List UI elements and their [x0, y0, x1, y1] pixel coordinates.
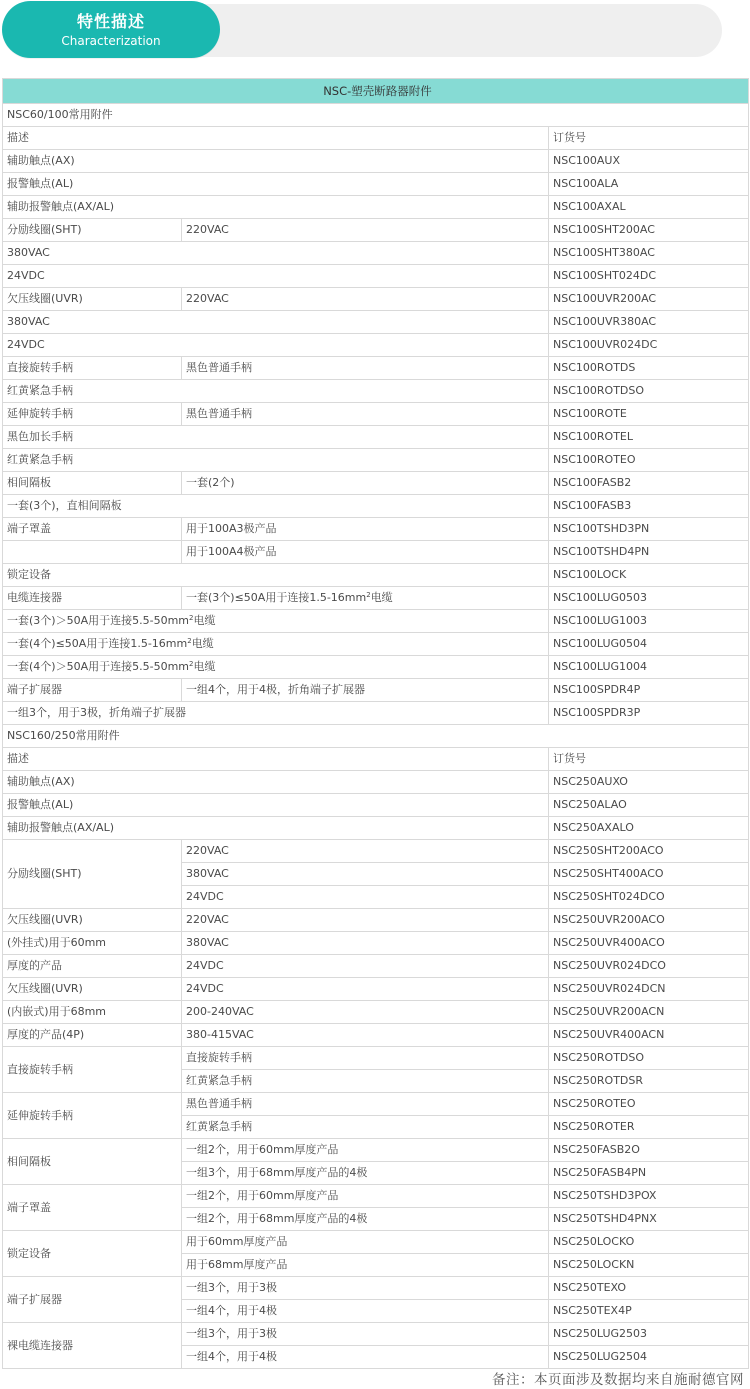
cell-spec: 一组4个，用于4极	[182, 1346, 549, 1369]
cell-order-number: NSC100FASB2	[549, 472, 749, 495]
cell-order-number: NSC250SHT200ACO	[549, 840, 749, 863]
cell-spec: 直接旋转手柄	[182, 1047, 549, 1070]
cell-description: 分励线圈(SHT)	[3, 840, 182, 909]
cell-description: 380VAC	[3, 242, 549, 265]
cell-spec: 黑色普通手柄	[182, 357, 549, 380]
table-header-row	[3, 127, 749, 150]
header-title-pill	[2, 1, 220, 58]
cell-order-number: NSC250SHT400ACO	[549, 863, 749, 886]
table-row	[3, 288, 749, 311]
cell-spec: 24VDC	[182, 978, 549, 1001]
cell-description: (外挂式)用于60mm	[3, 932, 182, 955]
cell-order-number: NSC250LUG2503	[549, 1323, 749, 1346]
cell-description: 辅助触点(AX)	[3, 150, 549, 173]
section-title: NSC60/100常用附件	[3, 104, 749, 127]
section-row	[3, 104, 749, 127]
table-row	[3, 978, 749, 1001]
cell-order-number: NSC100SHT024DC	[549, 265, 749, 288]
cell-order-number: NSC100AXAL	[549, 196, 749, 219]
cell-description: 延伸旋转手柄	[3, 1093, 182, 1139]
cell-spec: 380-415VAC	[182, 1024, 549, 1047]
cell-spec: 用于68mm厚度产品	[182, 1254, 549, 1277]
section-title: NSC160/250常用附件	[3, 725, 749, 748]
table-row	[3, 357, 749, 380]
table-row	[3, 679, 749, 702]
cell-description: 端子扩展器	[3, 1277, 182, 1323]
cell-description: 端子罩盖	[3, 518, 182, 541]
cell-order-number: NSC100TSHD4PN	[549, 541, 749, 564]
table-row	[3, 518, 749, 541]
cell-spec: 一组4个，用于4极，折角端子扩展器	[182, 679, 549, 702]
cell-order-number: NSC100ROTEO	[549, 449, 749, 472]
table-row	[3, 1024, 749, 1047]
table-row	[3, 311, 749, 334]
cell-description	[3, 656, 549, 679]
header-title-cn: 特性描述	[76, 12, 145, 31]
header-title-en: Characterization	[61, 34, 161, 48]
cell-order-number: NSC100ROTEL	[549, 426, 749, 449]
table-row	[3, 1139, 749, 1162]
cell-order-number: NSC250UVR200ACN	[549, 1001, 749, 1024]
cell-description: 端子罩盖	[3, 1185, 182, 1231]
cell-order-number: NSC250TEXO	[549, 1277, 749, 1300]
cell-spec: 220VAC	[182, 909, 549, 932]
cell-order-number: NSC100ALA	[549, 173, 749, 196]
superscript: 2	[187, 637, 192, 645]
cell-spec: 红黄紧急手柄	[182, 1116, 549, 1139]
table-title-row	[3, 79, 749, 104]
cell-order-number: NSC250UVR400ACN	[549, 1024, 749, 1047]
header-bar	[192, 4, 722, 57]
cell-description: 相间隔板	[3, 1139, 182, 1185]
cell-order-number: NSC100LUG0503	[549, 587, 749, 610]
cell-description	[3, 541, 182, 564]
cell-spec: 380VAC	[182, 932, 549, 955]
table-row	[3, 1185, 749, 1208]
cell-text: 一套(4个)＞50A用于连接5.5-50mm	[7, 660, 189, 673]
cell-description: 一套(3个)，直相间隔板	[3, 495, 549, 518]
table-row	[3, 265, 749, 288]
cell-order-number: NSC100UVR024DC	[549, 334, 749, 357]
cell-spec: 黑色普通手柄	[182, 1093, 549, 1116]
cell-spec: 一组3个，用于3极	[182, 1277, 549, 1300]
cell-description: 报警触点(AL)	[3, 173, 549, 196]
cell-description: 厚度的产品(4P)	[3, 1024, 182, 1047]
table-title: NSC-塑壳断路器附件	[3, 79, 749, 104]
cell-description: 相间隔板	[3, 472, 182, 495]
table-row	[3, 840, 749, 863]
cell-description	[3, 610, 549, 633]
table-row	[3, 173, 749, 196]
cell-order-number: NSC250FASB2O	[549, 1139, 749, 1162]
cell-spec: 红黄紧急手柄	[182, 1070, 549, 1093]
table-row	[3, 955, 749, 978]
table-row	[3, 1093, 749, 1116]
cell-order-number: NSC250LOCKO	[549, 1231, 749, 1254]
cell-order-number: NSC100UVR200AC	[549, 288, 749, 311]
cell-spec: 220VAC	[182, 288, 549, 311]
cell-order-number: NSC100LUG1003	[549, 610, 749, 633]
cell-text-tail: 电缆	[193, 660, 216, 673]
cell-description: 厚度的产品	[3, 955, 182, 978]
table-row	[3, 771, 749, 794]
cell-spec: 用于100A4极产品	[182, 541, 549, 564]
table-row	[3, 219, 749, 242]
cell-order-number: NSC250UVR024DCN	[549, 978, 749, 1001]
table-row	[3, 587, 749, 610]
table-row	[3, 426, 749, 449]
footer-note: 备注：本页面涉及数据均来自施耐德官网	[492, 1372, 744, 1388]
cell-spec: 黑色普通手柄	[182, 403, 549, 426]
table-row	[3, 150, 749, 173]
cell-description: 一组3个，用于3极，折角端子扩展器	[3, 702, 549, 725]
table-row	[3, 1277, 749, 1300]
table-row	[3, 1047, 749, 1070]
cell-order-number: NSC100SHT380AC	[549, 242, 749, 265]
cell-order-number: NSC250ROTER	[549, 1116, 749, 1139]
cell-description: 欠压线圈(UVR)	[3, 288, 182, 311]
cell-text-tail: 电缆	[191, 637, 214, 650]
cell-description: 报警触点(AL)	[3, 794, 549, 817]
table-header-row	[3, 748, 749, 771]
cell-description: 红黄紧急手柄	[3, 380, 549, 403]
cell-spec: 用于100A3极产品	[182, 518, 549, 541]
cell-text: 一套(4个)≤50A用于连接1.5-16mm	[7, 637, 188, 650]
cell-spec: 一组3个，用于3极	[182, 1323, 549, 1346]
table-row	[3, 656, 749, 679]
table-row	[3, 932, 749, 955]
cell-spec: 一组2个，用于68mm厚度产品的4极	[182, 1208, 549, 1231]
cell-description: 黑色加长手柄	[3, 426, 549, 449]
cell-order-number: NSC250LOCKN	[549, 1254, 749, 1277]
cell-description	[3, 633, 549, 656]
cell-spec: 200-240VAC	[182, 1001, 549, 1024]
table-row	[3, 1001, 749, 1024]
column-header-description: 描述	[3, 748, 549, 771]
superscript: 2	[189, 660, 194, 668]
cell-description: 欠压线圈(UVR)	[3, 909, 182, 932]
cell-description: 直接旋转手柄	[3, 1047, 182, 1093]
cell-order-number: NSC100ROTDS	[549, 357, 749, 380]
cell-description: 24VDC	[3, 265, 549, 288]
cell-description: (内嵌式)用于68mm	[3, 1001, 182, 1024]
cell-description: 辅助报警触点(AX/AL)	[3, 196, 549, 219]
section-row	[3, 725, 749, 748]
cell-description: 端子扩展器	[3, 679, 182, 702]
cell-order-number: NSC100ROTE	[549, 403, 749, 426]
table-row	[3, 1231, 749, 1254]
cell-spec: 380VAC	[182, 863, 549, 886]
cell-order-number: NSC100LOCK	[549, 564, 749, 587]
cell-spec: 用于60mm厚度产品	[182, 1231, 549, 1254]
cell-order-number: NSC100TSHD3PN	[549, 518, 749, 541]
cell-spec: 一组2个，用于60mm厚度产品	[182, 1185, 549, 1208]
cell-order-number: NSC100SPDR3P	[549, 702, 749, 725]
cell-order-number: NSC100SPDR4P	[549, 679, 749, 702]
cell-order-number: NSC250UVR024DCO	[549, 955, 749, 978]
cell-order-number: NSC250TEX4P	[549, 1300, 749, 1323]
column-header-description: 描述	[3, 127, 549, 150]
cell-order-number: NSC100ROTDSO	[549, 380, 749, 403]
table-row	[3, 702, 749, 725]
table-row	[3, 564, 749, 587]
cell-order-number: NSC250AUXO	[549, 771, 749, 794]
cell-description: 锁定设备	[3, 564, 549, 587]
cell-order-number: NSC250LUG2504	[549, 1346, 749, 1369]
column-header-order-number: 订货号	[549, 748, 749, 771]
table-row	[3, 196, 749, 219]
cell-order-number: NSC250UVR200ACO	[549, 909, 749, 932]
cell-spec: 220VAC	[182, 840, 549, 863]
table-row	[3, 380, 749, 403]
cell-description: 辅助触点(AX)	[3, 771, 549, 794]
section-header	[2, 1, 723, 58]
cell-spec: 24VDC	[182, 886, 549, 909]
cell-order-number: NSC100LUG0504	[549, 633, 749, 656]
cell-spec: 一组2个，用于60mm厚度产品	[182, 1139, 549, 1162]
accessories-table	[2, 78, 749, 1369]
cell-spec: 24VDC	[182, 955, 549, 978]
table-row	[3, 403, 749, 426]
table-row	[3, 242, 749, 265]
cell-description: 24VDC	[3, 334, 549, 357]
cell-order-number: NSC100AUX	[549, 150, 749, 173]
cell-text: 一套(3个)≤50A用于连接1.5-16mm	[186, 591, 367, 604]
table-row	[3, 334, 749, 357]
table-row	[3, 909, 749, 932]
table-row	[3, 633, 749, 656]
cell-description: 锁定设备	[3, 1231, 182, 1277]
cell-spec	[182, 587, 549, 610]
table-row	[3, 610, 749, 633]
table-row	[3, 1323, 749, 1346]
cell-description: 电缆连接器	[3, 587, 182, 610]
cell-description: 红黄紧急手柄	[3, 449, 549, 472]
cell-order-number: NSC250SHT024DCO	[549, 886, 749, 909]
cell-spec: 一套(2个)	[182, 472, 549, 495]
cell-description: 辅助报警触点(AX/AL)	[3, 817, 549, 840]
cell-spec: 一组3个，用于68mm厚度产品的4极	[182, 1162, 549, 1185]
cell-description: 欠压线圈(UVR)	[3, 978, 182, 1001]
cell-order-number: NSC100FASB3	[549, 495, 749, 518]
cell-spec: 一组4个，用于4极	[182, 1300, 549, 1323]
cell-order-number: NSC250UVR400ACO	[549, 932, 749, 955]
cell-description: 分励线圈(SHT)	[3, 219, 182, 242]
table-row	[3, 794, 749, 817]
cell-order-number: NSC100SHT200AC	[549, 219, 749, 242]
table-row	[3, 541, 749, 564]
cell-description: 裸电缆连接器	[3, 1323, 182, 1369]
cell-order-number: NSC250AXALO	[549, 817, 749, 840]
table-row	[3, 495, 749, 518]
cell-order-number: NSC250TSHD3POX	[549, 1185, 749, 1208]
cell-order-number: NSC100LUG1004	[549, 656, 749, 679]
cell-spec: 220VAC	[182, 219, 549, 242]
table-row	[3, 449, 749, 472]
column-header-order-number: 订货号	[549, 127, 749, 150]
cell-description: 直接旋转手柄	[3, 357, 182, 380]
cell-text-tail: 电缆	[370, 591, 393, 604]
cell-description: 380VAC	[3, 311, 549, 334]
cell-order-number: NSC100UVR380AC	[549, 311, 749, 334]
cell-order-number: NSC250ROTDSO	[549, 1047, 749, 1070]
cell-text-tail: 电缆	[193, 614, 216, 627]
cell-description: 延伸旋转手柄	[3, 403, 182, 426]
superscript: 2	[366, 591, 371, 599]
cell-order-number: NSC250ROTEO	[549, 1093, 749, 1116]
cell-order-number: NSC250ALAO	[549, 794, 749, 817]
superscript: 2	[189, 614, 194, 622]
cell-order-number: NSC250FASB4PN	[549, 1162, 749, 1185]
cell-order-number: NSC250TSHD4PNX	[549, 1208, 749, 1231]
table-row	[3, 817, 749, 840]
cell-order-number: NSC250ROTDSR	[549, 1070, 749, 1093]
table-row	[3, 472, 749, 495]
cell-text: 一套(3个)＞50A用于连接5.5-50mm	[7, 614, 189, 627]
